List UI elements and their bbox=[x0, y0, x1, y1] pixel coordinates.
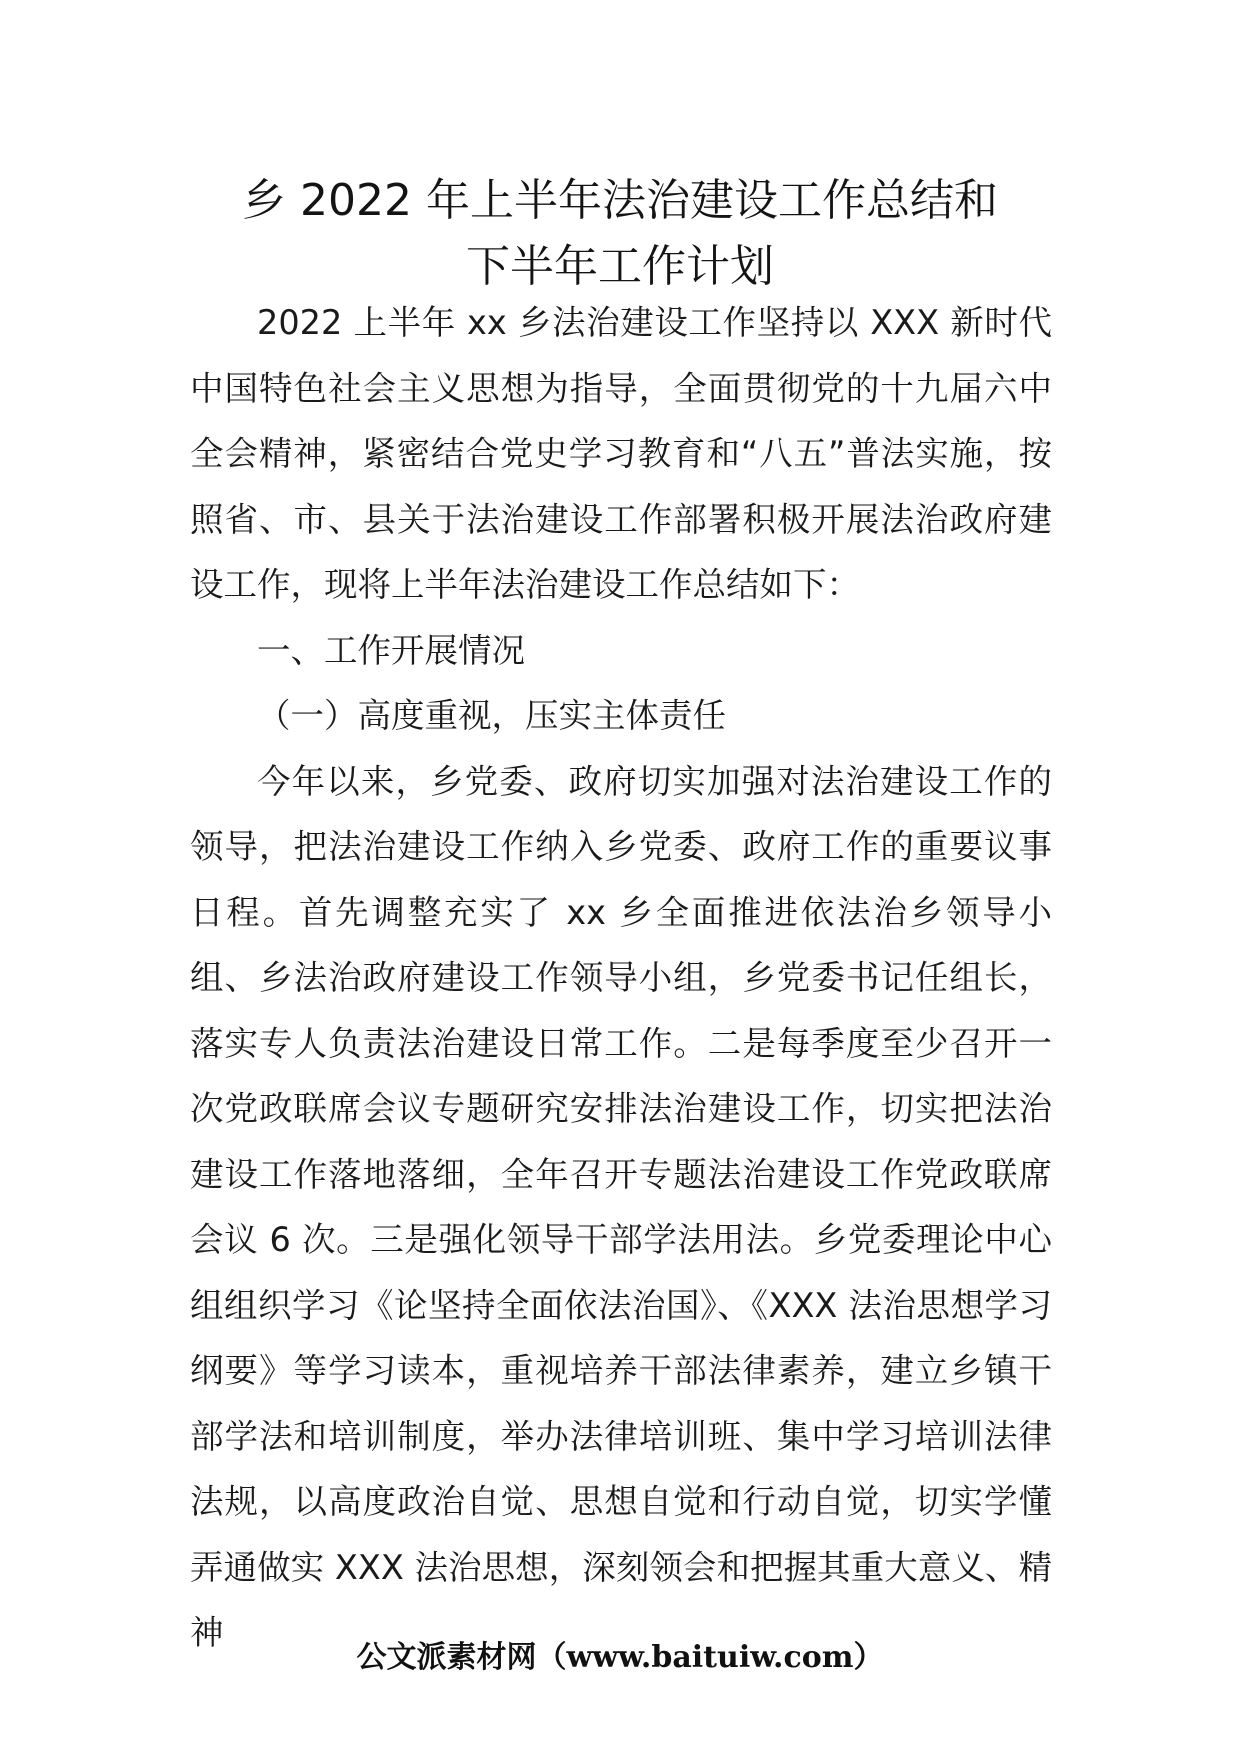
source-footer: 公文派素材网（www.baituiw.com） bbox=[356, 1640, 884, 1675]
intro-paragraph: 2022 上半年 xx 乡法治建设工作坚持以 XXX 新时代中国特色社会主义思想为指导，全面贯彻党的十九届六中全会精神，紧密结合党史学习教育和“八五”普法实施，按照省、市、县关于法治建设工作部署积极开展法治政府建设工作，现将上半年法治建设工作总结如下： bbox=[190, 303, 1052, 604]
document-body bbox=[190, 290, 1052, 1666]
document-title-line-1: 乡 2022 年上半年法治建设工作总结和 bbox=[242, 175, 998, 226]
subsection-heading: （一）高度重视，压实主体责任 bbox=[257, 696, 726, 735]
section-heading: 一、工作开展情况 bbox=[257, 630, 525, 670]
body-paragraph: 今年以来，乡党委、政府切实加强对法治建设工作的领导，把法治建设工作纳入乡党委、政府工作的重要议事日程。首先调整充实了 xx 乡全面推进依法治乡领导小组、乡法治政府建设工作领导小组，乡党委书记任组长，落实专人负责法治建设日常工作。二是每季度至少召开一次党政联席会议专题研究安排法治建设工作，切实把法治建设工作落地落细，全年召开专题法治建设工作党政联席会议 6 次。三是强化领导干部学法用法。乡党委理论中心组组织学习《论坚持全面依法治国》、《XXX 法治思想学习纲要》等学习读本，重视培养干部法律素养，建立乡镇干部学法和培训制度，举办法律培训班、集中学习培训法律法规，以高度政治自觉、思想自觉和行动自觉，切实学懂弄通做实 XXX 法治思想，深刻领会和把握其重大意义、精神 bbox=[190, 761, 1052, 1652]
document-title-line-2: 下半年工作计划 bbox=[466, 241, 774, 292]
